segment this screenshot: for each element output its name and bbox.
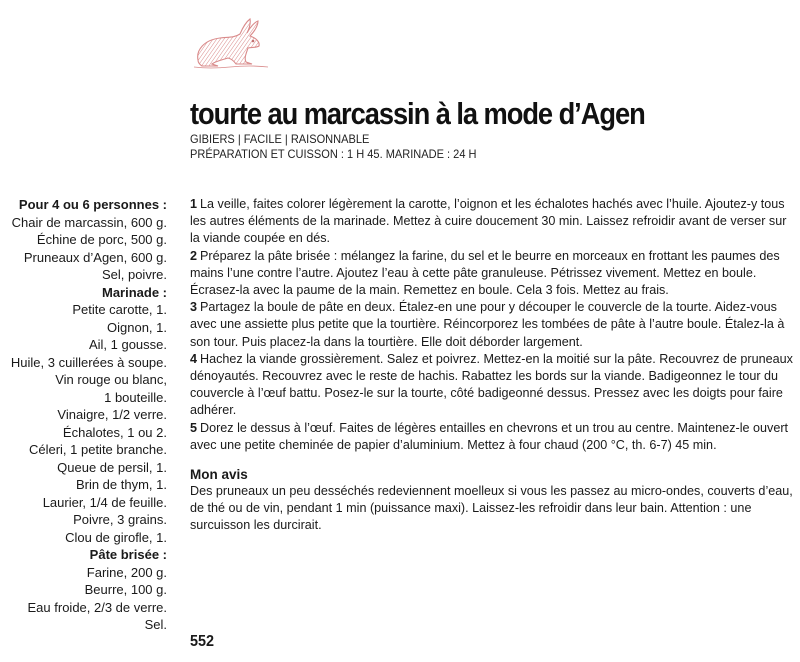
step [190, 420, 794, 454]
recipe-timing: PRÉPARATION ET CUISSON : 1 H 45. MARINADE : 24 H [190, 147, 477, 161]
step-text: La veille, faites colorer légèrement la carotte, l’oignon et les échalotes hachés avec l’huile. Ajoutez-y tous les autres éléments de la marinade. Mettez à cuire doucement 30 min. Laissez refroidir avant de verser sur la viande coupée en dés. [190, 197, 787, 246]
recipe-steps [190, 196, 794, 535]
ingredient-item: Sel, poivre. [101, 267, 167, 282]
rabbit-icon [190, 14, 272, 70]
step [190, 299, 794, 351]
ingredient-item: Céleri, 1 petite branche. [28, 442, 167, 457]
step-number: 3 [190, 300, 198, 315]
recipe-title: tourte au marcassin à la mode d’Agen [190, 96, 645, 131]
step-number: 5 [190, 420, 198, 435]
advice-text: Des pruneaux un peu desséchés redeviennent moelleux si vous les passez au micro-ondes, couverts d’eau, de thé ou de vin, pendant 1 min (puissance maxi). Laissez-les refroidir dans leur bain. Attention : une surcuisson les durcirait. [190, 484, 793, 533]
ingredient-item: Huile, 3 cuillerées à soupe. [10, 354, 167, 370]
ingredient-item: Eau froide, 2/3 de verre. [27, 599, 167, 615]
page-number: 552 [190, 633, 215, 650]
ingredient-item: Farine, 200 g. [86, 564, 167, 580]
ingredient-item: 1 bouteille. [104, 389, 167, 405]
pastry-heading: Pâte brisée : [89, 547, 167, 562]
marinade-heading: Marinade : [101, 284, 167, 300]
ingredient-item: Échine de porc, 500 g. [36, 232, 167, 247]
ingredient-item: Queue de persil, 1. [57, 459, 167, 475]
ingredient-item: Chair de marcassin, 600 g. [11, 214, 167, 230]
ingredient-item: Oignon, 1. [107, 319, 167, 335]
step [190, 351, 794, 420]
step-text: Dorez le dessus à l’œuf. Faites de légères entailles en chevrons et un trou au centre. Maintenez-le ouvert avec une petite cheminée de papier d’aluminium. Mettez à four chaud (200 °C, th. 6-7) 45 min. [190, 420, 789, 452]
ingredient-item: Vin rouge ou blanc, [55, 372, 167, 387]
step-text: Préparez la pâte brisée : mélangez la farine, du sel et le beurre en morceaux en frottant les paumes des mains l’une contre l’autre. Ajoutez l’eau à cette pâte granuleuse. Pétrissez vivement. Mettez en boule. Écrasez-la avec la paume de la main. Remettez en boule. Cela 3 fois. Mettez au frais. [190, 248, 780, 298]
ingredient-item: Clou de girofle, 1. [65, 529, 167, 545]
step-text: Hachez la viande grossièrement. Salez et poivrez. Mettez-en la moitié sur la pâte. Recouvrez de pruneaux dénoyautés. Recouvrez avec le reste de hachis. Rabattez les bords sur la viande. Badigeonnez le tour du couvercle à l’œuf battu. Posez-le sur la tourte, côté badigeonné dessus. Pressez avec les doigts pour faire adhérer. [190, 351, 793, 418]
step [190, 248, 794, 300]
advice-heading: Mon avis [190, 467, 248, 483]
ingredients-list [0, 196, 167, 634]
step-number: 4 [190, 351, 198, 366]
ingredient-item: Sel. [144, 617, 167, 632]
ingredient-item: Petite carotte, 1. [72, 302, 167, 317]
ingredient-item: Vinaigre, 1/2 verre. [57, 407, 167, 422]
servings: Pour 4 ou 6 personnes : [18, 197, 167, 212]
ingredient-item: Laurier, 1/4 de feuille. [42, 494, 167, 510]
step [190, 196, 794, 248]
ingredient-item: Beurre, 100 g. [84, 582, 167, 597]
ingredient-item: Pruneaux d’Agen, 600 g. [23, 249, 167, 265]
recipe-meta [190, 132, 477, 162]
recipe-category: GIBIERS | FACILE | RAISONNABLE [190, 132, 370, 146]
step-number: 2 [190, 248, 198, 263]
ingredient-item: Poivre, 3 grains. [73, 512, 167, 527]
ingredient-item: Brin de thym, 1. [75, 477, 167, 492]
ingredient-item: Ail, 1 gousse. [88, 337, 167, 352]
step-text: Partagez la boule de pâte en deux. Étalez-en une pour y découper le couvercle de la tourte. Aidez-vous avec une assiette plus petite que la tourtière. Réincorporez les tombées de pâte à l’autre boule. Étalez-la à son tour. Puis placez-la dans la tourtière. Elle doit déborder largement. [190, 300, 785, 349]
ingredient-item: Échalotes, 1 ou 2. [62, 424, 167, 440]
step-number: 1 [190, 197, 198, 211]
